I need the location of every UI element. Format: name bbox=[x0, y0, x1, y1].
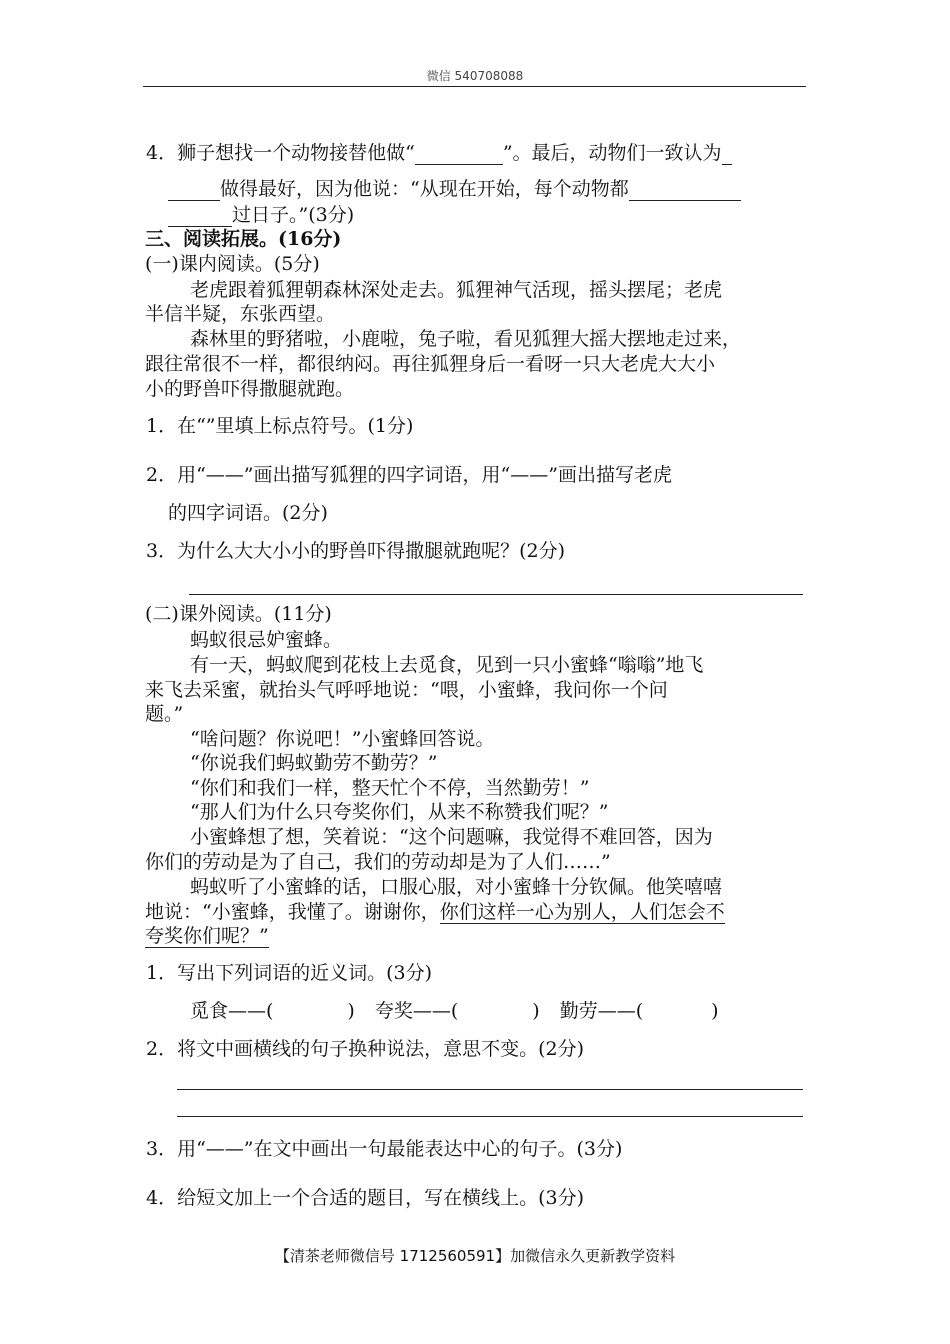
passage-2-line: “那人们为什么只夸奖你们，从来不称赞我们呢？” bbox=[190, 801, 609, 823]
part-2-question-2: 2．将文中画横线的句子换种说法，意思不变。(2分) bbox=[146, 1038, 585, 1060]
part-1-question-2: 2．用“——”画出描写狐狸的四字词语，用“——”画出描写老虎 bbox=[146, 464, 672, 486]
passage-2-line: 小蜜蜂想了想，笑着说：“这个问题嘛，我觉得不难回答，因为 bbox=[190, 826, 713, 848]
passage-2-line: 题。” bbox=[145, 703, 184, 725]
part-1-question-3: 3．为什么大大小小的野兽吓得撒腿就跑呢？(2分) bbox=[146, 540, 566, 562]
synonym-fill-row bbox=[190, 996, 719, 1023]
q4-text-a: 4．狮子想找一个动物接替他做“ bbox=[146, 142, 415, 164]
passage-1-line: 老虎跟着狐狸朝森林深处走去。狐狸神气活现，摇头摆尾；老虎 bbox=[190, 279, 723, 301]
passage-1-line: 森林里的野猪啦，小鹿啦，兔子啦，看见狐狸大摇大摆地走过来， bbox=[190, 328, 742, 350]
part-1-question-2-cont: 的四字词语。(2分) bbox=[168, 502, 328, 524]
q4-text-d: 过日子。”(3分) bbox=[232, 204, 355, 226]
question-4-line-3 bbox=[168, 200, 354, 227]
passage-text: 地说：“小蜜蜂，我懂了。谢谢你， bbox=[145, 901, 440, 923]
section-3-title: 三、阅读拓展。(16分) bbox=[145, 228, 342, 250]
synonym-item: 夸奖——( bbox=[374, 1000, 459, 1022]
passage-2-line bbox=[145, 897, 725, 924]
part-2-question-4: 4．给短文加上一个合适的题目，写在横线上。(3分) bbox=[146, 1187, 585, 1209]
part-1-title: (一)课内阅读。(5分) bbox=[145, 253, 320, 275]
page-header: 微信 540708088 bbox=[426, 69, 524, 83]
synonym-item: ) bbox=[347, 1000, 355, 1022]
question-4-line-2 bbox=[168, 174, 741, 201]
answer-blank bbox=[168, 178, 220, 201]
synonym-item: 觅食——( bbox=[190, 1000, 274, 1022]
q4-text-c: 做得最好，因为他说：“从现在开始，每个动物都 bbox=[220, 178, 629, 200]
passage-2-line: 蚂蚁很忌妒蜜蜂。 bbox=[190, 629, 343, 651]
passage-2-line: 你们的劳动是为了自己，我们的劳动却是为了人们……” bbox=[145, 851, 611, 873]
part-2-question-1: 1．写出下列词语的近义词。(3分) bbox=[146, 962, 433, 984]
passage-2-line: 来飞去采蜜，就抬头气呼呼地说：“喂，小蜜蜂，我问你一个问 bbox=[145, 679, 668, 701]
underlined-sentence: 夸奖你们呢？” bbox=[145, 925, 269, 947]
answer-blank bbox=[722, 142, 732, 165]
page-footer: 【清茶老师微信号 1712560591】加微信永久更新教学资料 bbox=[274, 1247, 676, 1265]
part-1-question-1: 1．在“”里填上标点符号。(1分) bbox=[146, 415, 414, 437]
header-divider bbox=[143, 86, 806, 87]
synonym-item: ) bbox=[711, 1000, 719, 1022]
answer-blank bbox=[415, 142, 503, 165]
passage-2-line: 蚂蚁听了小蜜蜂的话，口服心服，对小蜜蜂十分钦佩。他笑嘻嘻 bbox=[190, 876, 723, 898]
passage-2-line: “你们和我们一样，整天忙个不停，当然勤劳！” bbox=[190, 777, 590, 799]
q4-text-b: ”。最后，动物们一致认为 bbox=[502, 142, 722, 164]
part-2-question-3: 3．用“——”在文中画出一句最能表达中心的句子。(3分) bbox=[146, 1138, 623, 1160]
answer-line bbox=[177, 1116, 803, 1117]
passage-2-line bbox=[145, 921, 269, 948]
passage-1-line: 小的野兽吓得撒腿就跑。 bbox=[145, 378, 355, 400]
answer-line bbox=[189, 594, 803, 595]
passage-1-line: 半信半疑，东张西望。 bbox=[145, 303, 336, 325]
synonym-item: 勤劳——( bbox=[559, 1000, 644, 1022]
passage-1-line: 跟往常很不一样，都很纳闷。再往狐狸身后一看呀一只大老虎大大小 bbox=[145, 353, 716, 375]
synonym-item: ) bbox=[532, 1000, 540, 1022]
part-2-title: (二)课外阅读。(11分) bbox=[145, 603, 332, 625]
underlined-sentence: 你们这样一心为别人，人们怎会不 bbox=[439, 901, 725, 923]
answer-line bbox=[177, 1089, 803, 1090]
answer-blank bbox=[629, 178, 741, 201]
passage-2-line: “你说我们蚂蚁勤劳不勤劳？” bbox=[190, 752, 438, 774]
passage-2-line: 有一天，蚂蚁爬到花枝上去觅食，见到一只小蜜蜂“嗡嗡”地飞 bbox=[190, 654, 704, 676]
passage-2-line: “啥问题？你说吧！”小蜜蜂回答说。 bbox=[190, 728, 495, 750]
question-4-line-1 bbox=[146, 138, 732, 165]
